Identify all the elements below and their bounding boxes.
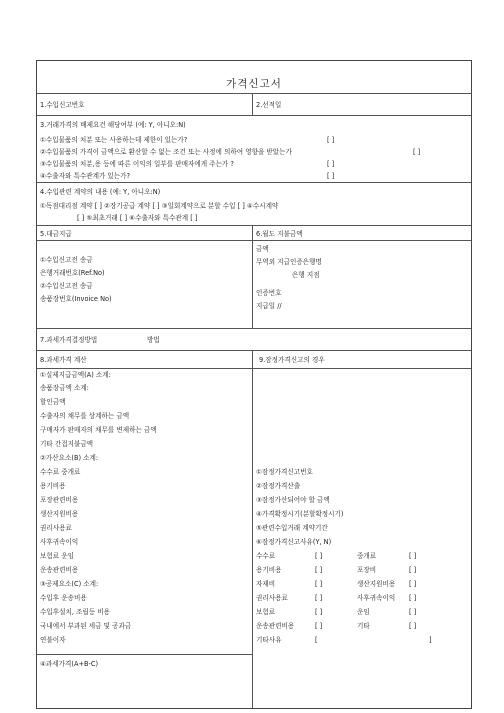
grid-box: [ ]	[409, 608, 417, 616]
grid-label: 보험료	[256, 608, 276, 616]
section-5-line-1: ①수입신고전 송금	[40, 256, 93, 264]
section-6-header: 6.월도 지불금액	[256, 230, 303, 238]
price-declaration-form	[36, 60, 472, 709]
section-8-line: 국내에서 부과된 세금 및 공과금	[40, 622, 132, 630]
form-title: 가격신고서	[226, 78, 282, 90]
grid-box: [ ]	[315, 580, 323, 588]
section-7-label: 7.과세가격결정방법	[40, 336, 98, 344]
section-3-line-2: ②수입물품의 가격이 금액으로 환산할 수 없는 조건 또는 사정에 의하여 영향을 받았는가	[40, 148, 292, 156]
import-declaration-number-label: 1.수입신고번호	[40, 101, 85, 109]
grid-box: [ ]	[315, 594, 323, 602]
section-8-line: 기타 간접지불금액	[40, 440, 94, 448]
section-8-line: 운송관련비용	[40, 566, 79, 574]
section-3-box-3: [ ]	[327, 160, 335, 168]
section-8-line: 권리사용료	[40, 524, 72, 532]
section-3-header: 3.거래가격의 배제요건 해당여부 (예: Y, 아니오:N)	[40, 121, 186, 129]
section-6-amount: 금액	[256, 245, 269, 253]
grid-box: [ ]	[409, 552, 417, 560]
section-9-line: ④가격확정시기(분할확정시기)	[256, 510, 344, 518]
grid-label: 중개료	[357, 552, 377, 560]
grid-label: 수수료	[256, 552, 276, 560]
section-8-line: 용기비용	[40, 482, 66, 490]
section-8-line: 수입후 운송비용	[40, 594, 87, 602]
section-9-line: ⑥잠정가격신고사유(Y, N)	[256, 538, 332, 546]
grid-label: 운송관련비용	[256, 622, 295, 630]
other-reason-open: [	[315, 636, 318, 644]
grid-box: [ ]	[409, 580, 417, 588]
section-6-pay-date: 지급일 //	[256, 302, 282, 310]
grid-box: [ ]	[409, 566, 417, 574]
section-8-line: 송품장금액 소계:	[40, 384, 89, 392]
section-4-line-2: [ ] ⑤최초거래 [ ] ⑥수출자와 특수관계 [ ]	[77, 214, 198, 222]
section-6-auth-number: 인증번호	[256, 289, 282, 297]
section-6-bank-name: 무역외 지급인증은행명	[256, 258, 322, 266]
section-9-header: 9.잠정가격신고의 경우	[259, 356, 325, 364]
grid-label: 기타	[357, 622, 370, 630]
section-6-branch: 은행 지점	[292, 271, 320, 279]
section-8-9	[37, 351, 471, 708]
section-8-line: ③공제요소(C) 소계:	[40, 580, 99, 588]
section-5-line-3: ②수입신고전 송금	[40, 282, 93, 290]
grid-box: [ ]	[409, 622, 417, 630]
grid-label: 자재비	[256, 580, 276, 588]
section-4-line-1: ①독점대리점 계약 [ ] ②장기공급 계약 [ ] ③일회계약으로 분할 수입 [ ] ④수시계약	[40, 202, 279, 210]
section-9-line: ⑤관련수입거래 계약기간	[256, 524, 328, 532]
section-7	[37, 329, 471, 351]
section-3-line-1: ①수입물품의 처분 또는 사용하는데 제한이 있는가?	[40, 136, 188, 144]
section-9-line: ②잠정가격산출	[256, 482, 301, 490]
section-7-value: 방법	[147, 336, 160, 344]
section-3-box-1: [ ]	[327, 136, 335, 144]
section-8-line: 구매자가 판매자의 채무를 변제하는 금액	[40, 426, 157, 434]
section-8-line: 수입후설치, 조립등 비용	[40, 608, 110, 616]
section-8-line: 수수료 중개료	[40, 468, 81, 476]
section-9-line: ③잠정가산되어야 할 금액	[256, 496, 330, 504]
grid-label: 사후귀속이익	[357, 594, 396, 602]
section-8-line: 포장관련비용	[40, 496, 79, 504]
section-5-line-2: 은행거래번호(Ref.No)	[40, 269, 105, 277]
other-reason-close: ]	[429, 636, 432, 644]
section-8-line: 생산지원비용	[40, 510, 79, 518]
grid-label: 생산지원비용	[357, 580, 396, 588]
section-5-header: 5.대금지급	[40, 230, 72, 238]
grid-label: 포장비	[357, 566, 377, 574]
section-3-line-4: ④수출자와 특수관계가 있는가?	[40, 172, 131, 180]
grid-box: [ ]	[315, 552, 323, 560]
section-9-line: ①잠정가격신고번호	[256, 468, 313, 476]
section-8-header: 8.과세가격 계산	[40, 356, 87, 364]
import-shipping-row	[37, 94, 471, 116]
section-4-header: 4.수입관련 계약의 내용 (예: Y, 아니오:N)	[40, 188, 161, 196]
section-8-line: 사후귀속이익	[40, 538, 79, 546]
grid-label: 용기비용	[256, 566, 282, 574]
section-8-line: 보험료 운임	[40, 552, 74, 560]
other-reason-label: 기타사유	[256, 636, 282, 644]
section-8-line: ①실제지급금액(A) 소계:	[40, 371, 111, 379]
section-3-box-2: [ ]	[413, 148, 421, 156]
grid-label: 권리사용료	[256, 594, 288, 602]
grid-box: [ ]	[315, 622, 323, 630]
grid-box: [ ]	[409, 594, 417, 602]
title-row	[37, 61, 471, 94]
section-8-line: ④과세가격(A+B-C)	[40, 660, 99, 668]
section-3	[37, 116, 471, 183]
section-8-line: ②가산요소(B) 소계:	[40, 454, 99, 462]
grid-label: 운임	[357, 608, 370, 616]
grid-box: [ ]	[315, 608, 323, 616]
section-8-line: 연불이자	[40, 636, 66, 644]
section-3-box-4: [ ]	[327, 172, 335, 180]
section-8-line: 수출자의 채무를 상계하는 금액	[40, 412, 130, 420]
section-4	[37, 183, 471, 226]
grid-box: [ ]	[315, 566, 323, 574]
section-3-line-3: ③수입물품의 처분,용 등에 따른 이익의 일부를 판매자에게 주는가 ?	[40, 160, 234, 168]
section-8-line: 할인금액	[40, 398, 66, 406]
section-5-line-4: 송품장번호(Invoice No)	[40, 295, 112, 303]
section-5-6	[37, 226, 471, 329]
shipping-date-label: 2.선적일	[256, 101, 282, 109]
